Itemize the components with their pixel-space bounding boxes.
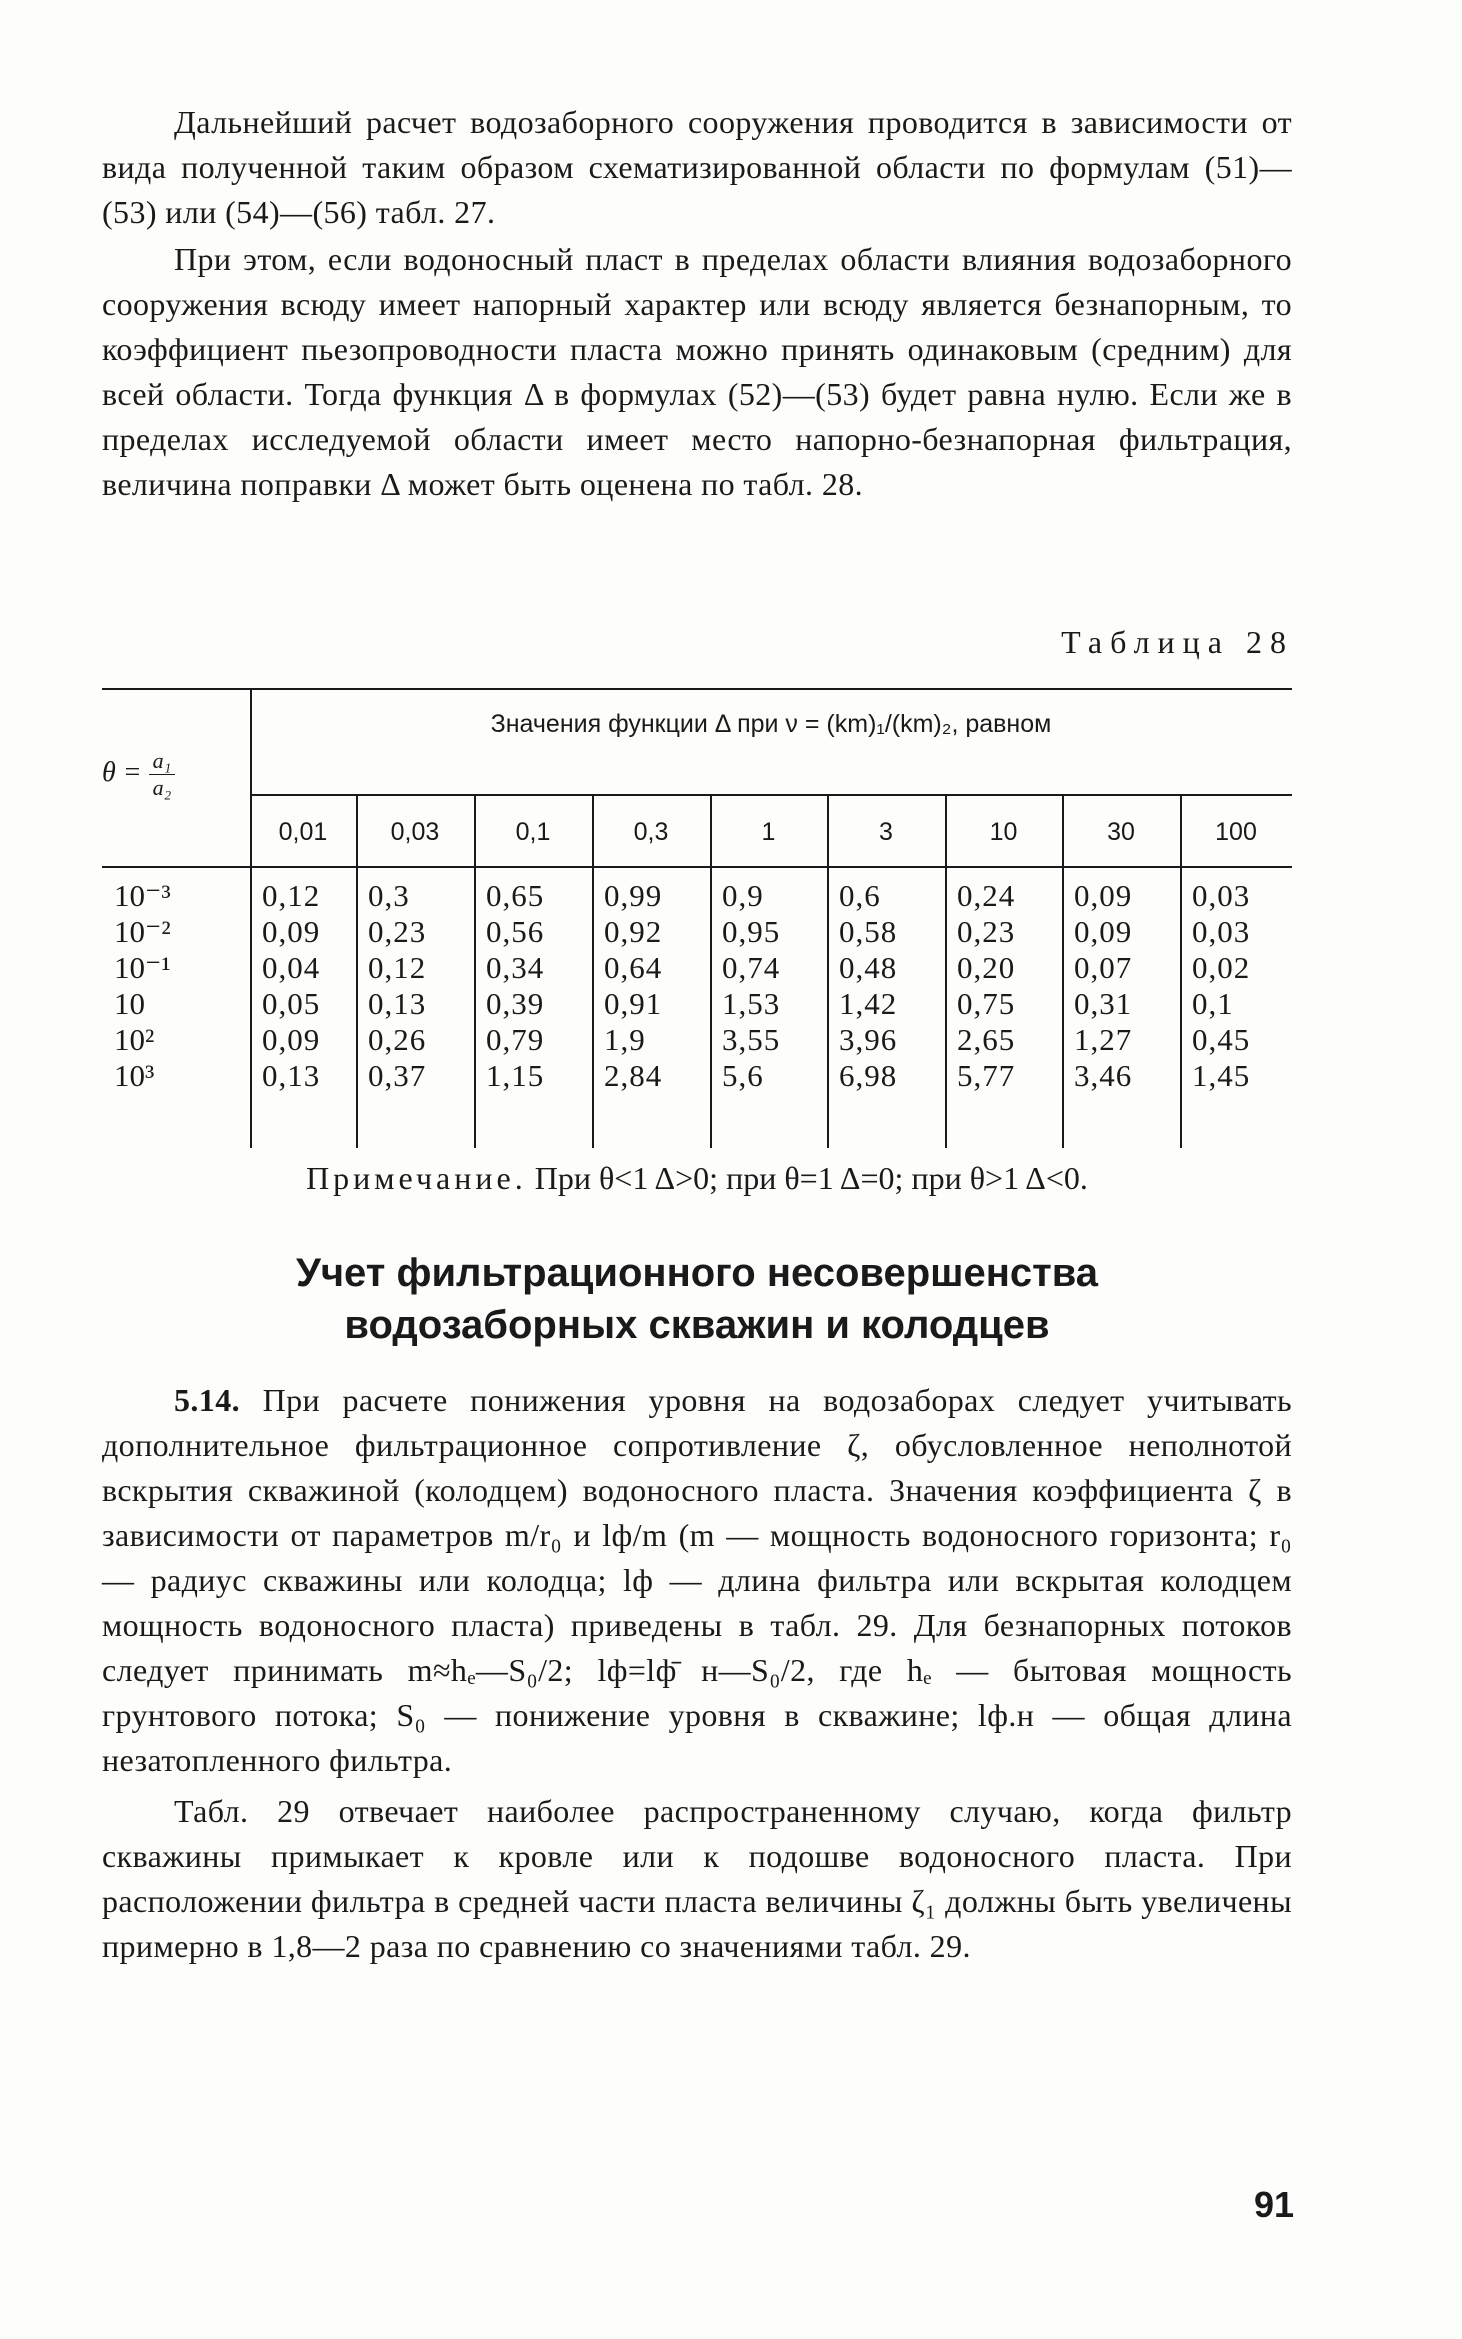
table-header-rule bbox=[102, 866, 1292, 868]
theta-fraction bbox=[149, 748, 176, 801]
table-cell: 0,23 bbox=[368, 914, 427, 949]
table-cell: 0,74 bbox=[722, 950, 781, 985]
table-cell: 3,46 bbox=[1074, 1058, 1133, 1093]
column-header: 3 bbox=[879, 818, 893, 846]
section-number: 5.14. bbox=[174, 1382, 240, 1418]
section-paragraph-1 bbox=[102, 1378, 1292, 1783]
table-column-divider bbox=[1180, 794, 1182, 1148]
section-paragraph-1-text: При расчете понижения уровня на водозаборах следует учитывать дополнительное фильтрационное сопротивление ζ, обусловленное неполнотой вскрытия скважиной (колодцем) водоносного пласта. Значения коэффициента ζ в зависимости от параметров m/r₀ и lф/m (m — мощность водоносного горизонта; r₀ — радиус скважины или колодца; lф — длина фильтра или вскрытая колодцем мощность водоносного пласта) приведены в табл. 29. Для безнапорных потоков следует принимать m≈hₑ—S₀/2; lф=lф̄ н—S₀/2, где hₑ — бытовая мощность грунтового потока; S₀ — понижение уровня в скважине; lф.н — общая длина незатопленного фильтра. bbox=[102, 1382, 1292, 1778]
row-label: 10⁻² bbox=[114, 914, 171, 949]
column-header: 10 bbox=[989, 818, 1018, 846]
table-column-divider bbox=[1062, 794, 1064, 1148]
table-cell: 0,03 bbox=[1192, 878, 1251, 913]
theta-label: θ = bbox=[102, 756, 142, 788]
heading-line-2: водозаборных скважин и колодцев bbox=[344, 1303, 1050, 1347]
table-cell: 0,45 bbox=[1192, 1022, 1251, 1057]
table-cell: 0,31 bbox=[1074, 986, 1133, 1021]
table-cell: 2,84 bbox=[604, 1058, 663, 1093]
table-sub-rule bbox=[250, 794, 1292, 796]
top-text bbox=[102, 100, 1292, 507]
note-label: Примечание. bbox=[306, 1160, 527, 1196]
table-cell: 1,45 bbox=[1192, 1058, 1251, 1093]
table-cell: 0,79 bbox=[486, 1022, 545, 1057]
table-cell: 3,96 bbox=[839, 1022, 898, 1057]
table-cell: 5,6 bbox=[722, 1058, 764, 1093]
note-text: При θ<1 Δ>0; при θ=1 Δ=0; при θ>1 Δ<0. bbox=[534, 1160, 1088, 1196]
theta-header bbox=[102, 748, 242, 801]
table-cell: 0,65 bbox=[486, 878, 545, 913]
table-cell: 1,9 bbox=[604, 1022, 646, 1057]
table-note bbox=[102, 1160, 1292, 1197]
table-column-divider bbox=[592, 794, 594, 1148]
table-cell: 0,99 bbox=[604, 878, 663, 913]
table-cell: 0,12 bbox=[368, 950, 427, 985]
table-cell: 0,48 bbox=[839, 950, 898, 985]
table-cell: 0,09 bbox=[1074, 878, 1133, 913]
table-cell: 0,26 bbox=[368, 1022, 427, 1057]
row-label: 10² bbox=[114, 1022, 155, 1057]
table-cell: 0,12 bbox=[262, 878, 321, 913]
table-cell: 1,15 bbox=[486, 1058, 545, 1093]
table-cell: 0,91 bbox=[604, 986, 663, 1021]
table-cell: 1,42 bbox=[839, 986, 898, 1021]
column-header: 100 bbox=[1215, 818, 1257, 846]
table-cell: 0,03 bbox=[1192, 914, 1251, 949]
table-cell: 0,56 bbox=[486, 914, 545, 949]
table-cell: 0,75 bbox=[957, 986, 1016, 1021]
row-label: 10⁻³ bbox=[114, 878, 171, 913]
table-cell: 0,13 bbox=[262, 1058, 321, 1093]
table-cell: 3,55 bbox=[722, 1022, 781, 1057]
column-header: 0,3 bbox=[633, 818, 669, 846]
table-column-divider bbox=[250, 688, 252, 1148]
table-cell: 5,77 bbox=[957, 1058, 1016, 1093]
row-label: 10⁻¹ bbox=[114, 950, 171, 985]
table-cell: 1,53 bbox=[722, 986, 781, 1021]
table-label: Таблица 28 bbox=[1061, 624, 1294, 660]
table-cell: 0,07 bbox=[1074, 950, 1133, 985]
column-header: 1 bbox=[761, 818, 776, 846]
section-heading bbox=[102, 1247, 1292, 1351]
theta-numerator: a₁ bbox=[149, 748, 176, 775]
table-cell: 0,58 bbox=[839, 914, 898, 949]
table-column-divider bbox=[827, 794, 829, 1148]
heading-line-1: Учет фильтрационного несовершенства bbox=[295, 1251, 1099, 1295]
table-cell: 0,09 bbox=[262, 914, 321, 949]
table-cell: 6,98 bbox=[839, 1058, 898, 1093]
paragraph-2: При этом, если водоносный пласт в пределах области влияния водозаборного сооружения всюду имеет напорный характер или всюду является безнапорным, то коэффициент пьезопроводности пласта можно принять одинаковым (средним) для всей области. Тогда функция Δ в формулах (52)—(53) будет равна нулю. Если же в пределах исследуемой области имеет место напорно-безнапорная фильтрация, величина поправки Δ может быть оценена по табл. 28. bbox=[102, 241, 1292, 502]
table-column-divider bbox=[710, 794, 712, 1148]
table-cell: 0,24 bbox=[957, 878, 1016, 913]
table-cell: 0,3 bbox=[368, 878, 410, 913]
table-cell: 0,09 bbox=[262, 1022, 321, 1057]
table-cell: 0,20 bbox=[957, 950, 1016, 985]
table-column-divider bbox=[356, 794, 358, 1148]
table-cell: 0,09 bbox=[1074, 914, 1133, 949]
table-cell: 1,27 bbox=[1074, 1022, 1133, 1057]
section-text bbox=[102, 1378, 1292, 1969]
table-cell: 0,64 bbox=[604, 950, 663, 985]
table-cell: 0,39 bbox=[486, 986, 545, 1021]
table-cell: 0,23 bbox=[957, 914, 1016, 949]
table-cell: 0,6 bbox=[839, 878, 881, 913]
table-cell: 0,37 bbox=[368, 1058, 427, 1093]
table-cell: 0,34 bbox=[486, 950, 545, 985]
function-header: Значения функции Δ при ν = (km)₁/(km)₂, равном bbox=[490, 710, 1052, 738]
paragraph-1: Дальнейший расчет водозаборного сооружения проводится в зависимости от вида полученной таким образом схематизированной области по формулам (51)—(53) или (54)—(56) табл. 27. bbox=[102, 104, 1292, 230]
column-header: 0,01 bbox=[278, 818, 328, 846]
table-cell: 0,04 bbox=[262, 950, 321, 985]
table-cell: 0,9 bbox=[722, 878, 764, 913]
table-column-divider bbox=[945, 794, 947, 1148]
table-column-divider bbox=[474, 794, 476, 1148]
section-paragraph-2: Табл. 29 отвечает наиболее распространенному случаю, когда фильтр скважины примыкает к кровле или к подошве водоносного пласта. При расположении фильтра в средней части пласта величины ζ₁ должны быть увеличены примерно в 1,8—2 раза по сравнению со значениями табл. 29. bbox=[102, 1793, 1292, 1964]
table-cell: 0,13 bbox=[368, 986, 427, 1021]
column-header: 0,1 bbox=[515, 818, 551, 846]
page-number: 91 bbox=[1253, 2184, 1294, 2225]
table-cell: 0,1 bbox=[1192, 986, 1234, 1021]
table-cell: 0,02 bbox=[1192, 950, 1251, 985]
table-top-rule bbox=[102, 688, 1292, 690]
table-cell: 0,05 bbox=[262, 986, 321, 1021]
theta-denominator: a₂ bbox=[152, 775, 172, 800]
table-cell: 0,95 bbox=[722, 914, 781, 949]
data-table bbox=[102, 688, 1292, 1148]
row-label: 10 bbox=[114, 986, 145, 1021]
table-cell: 0,92 bbox=[604, 914, 663, 949]
table-cell: 2,65 bbox=[957, 1022, 1016, 1057]
row-label: 10³ bbox=[114, 1058, 155, 1093]
column-header: 30 bbox=[1107, 818, 1135, 846]
column-header: 0,03 bbox=[390, 818, 440, 846]
